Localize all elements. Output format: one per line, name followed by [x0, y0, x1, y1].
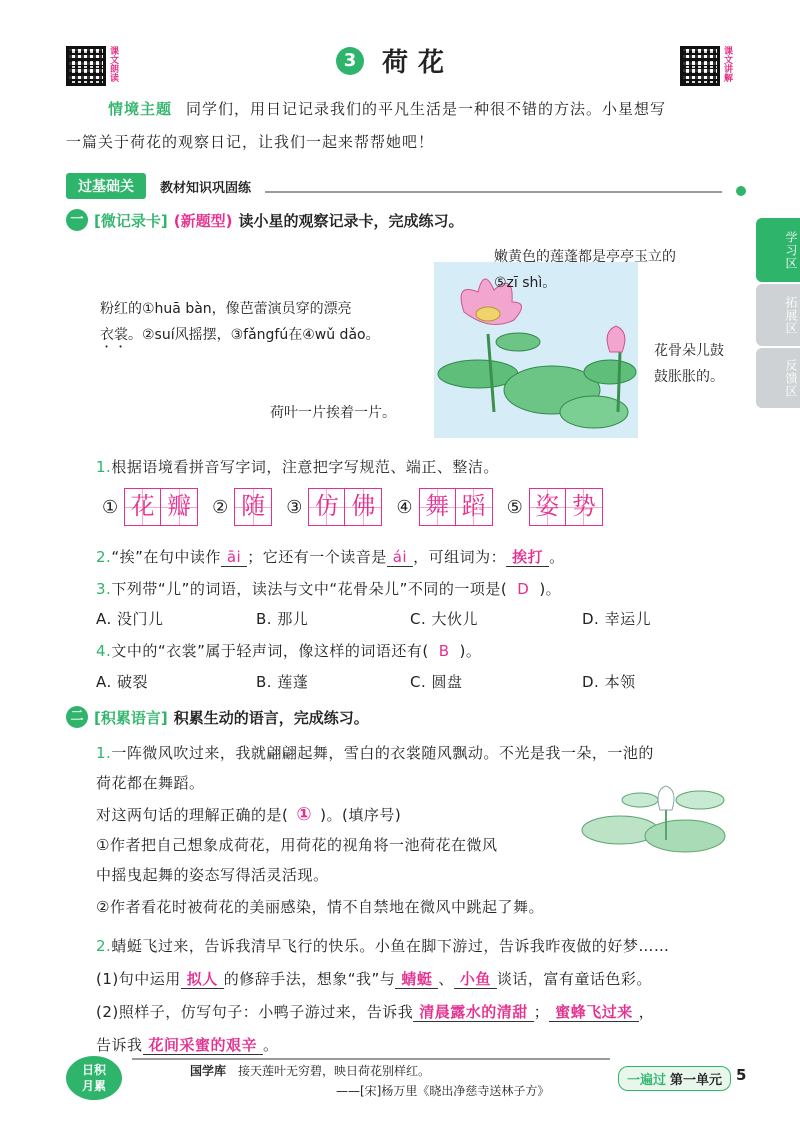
card-label-leaves: 荷叶一片挨着一片。 — [270, 405, 396, 421]
answer-blank[interactable]: 拟人 — [181, 970, 224, 989]
question-line — [96, 738, 746, 768]
answer-blank[interactable]: ái — [387, 548, 413, 567]
item-label: ① — [102, 496, 119, 518]
side-tab-expand[interactable]: 拓展区 — [756, 284, 800, 346]
intro-paragraph — [66, 93, 746, 159]
part1-new-tag: (新题型) — [173, 211, 233, 230]
char-box[interactable]: 花 — [125, 489, 161, 525]
badge-text: 日积 — [81, 1063, 106, 1077]
char-box[interactable]: 蹈 — [456, 489, 492, 525]
question-text: 、 — [438, 970, 454, 988]
option-c[interactable]: C. 大伙儿 — [410, 610, 479, 628]
question-text: (2)照样子，仿写句子：小鸭子游过来，告诉我 — [96, 1003, 414, 1021]
dotted-char: 衣 — [100, 327, 114, 343]
option-b[interactable]: B. 莲蓬 — [256, 673, 309, 691]
answer-blank[interactable]: āi — [221, 548, 247, 567]
qr-code-icon[interactable] — [680, 46, 720, 86]
question-3 — [96, 578, 561, 599]
question-2 — [96, 546, 565, 567]
answer-blank[interactable]: 蜻蜓 — [395, 970, 438, 989]
char-box[interactable]: 佛 — [345, 489, 381, 525]
part2-q1-choices — [96, 800, 576, 890]
question-text: 对这两句话的理解正确的是( — [96, 806, 289, 824]
part1-instruction: 读小星的观察记录卡，完成练习。 — [238, 211, 464, 230]
question-line — [96, 930, 756, 963]
answer-blank[interactable]: 挨打 — [506, 548, 549, 567]
char-box-group[interactable] — [124, 488, 198, 526]
question-number: 2. — [96, 548, 112, 566]
lotus-pond-illustration — [580, 770, 730, 860]
question-text: )。 — [539, 580, 562, 598]
answer-blank[interactable]: 清晨露水的清甜 — [413, 1003, 534, 1022]
writing-boxes — [102, 488, 603, 526]
char-box-group[interactable] — [419, 488, 493, 526]
section-header — [66, 173, 746, 199]
part2-question-2 — [96, 930, 756, 1062]
question-text: “挨”在句中读作 — [111, 548, 221, 566]
section-subtitle: 教材知识巩固练 — [160, 180, 252, 196]
question-text: 。 — [263, 1036, 279, 1054]
question-text: 一阵微风吹过来，我就翩翩起舞，雪白的衣裳随风飘动。不光是我一朵，一池的 — [111, 744, 654, 762]
question-number: 1. — [96, 744, 112, 762]
dotted-char: 裳 — [114, 327, 128, 343]
answer-choice[interactable]: B — [438, 642, 450, 660]
question-3-options — [96, 608, 696, 629]
qr-code-icon[interactable] — [66, 46, 106, 86]
qr-reading[interactable] — [66, 46, 118, 86]
question-number: 3. — [96, 580, 112, 598]
lesson-header — [336, 42, 454, 79]
question-text: 。 — [549, 548, 565, 566]
option-a[interactable]: A. 破裂 — [96, 673, 149, 691]
question-text: ；它还有一个读音是 — [247, 548, 387, 566]
question-text: 的修辞手法，想象“我”与 — [223, 970, 396, 988]
question-text: )。 — [459, 642, 482, 660]
card-text-line: 花骨朵儿鼓 — [654, 343, 724, 359]
question-text: )。(填序号) — [320, 806, 402, 824]
char-box[interactable]: 势 — [566, 489, 602, 525]
option-2[interactable]: ②作者看花时被荷花的美丽感染，情不自禁地在微风中跳起了舞。 — [96, 898, 544, 916]
question-text: 根据语境看拼音写字词，注意把字写规范、端正、整洁。 — [111, 458, 499, 476]
card-text-line — [100, 322, 380, 351]
brand-label: 一遍过 — [627, 1073, 667, 1088]
question-text: (1)句中运用 — [96, 970, 181, 988]
question-text: ，可组词为： — [413, 548, 507, 566]
card-label-seedpod — [494, 244, 676, 296]
char-box-group[interactable] — [234, 488, 272, 526]
option-d[interactable]: D. 本领 — [582, 673, 636, 691]
option-a[interactable]: A. 没门儿 — [96, 610, 164, 628]
question-line — [96, 963, 756, 996]
item-label: ② — [212, 496, 229, 518]
part2-title — [66, 706, 369, 728]
card-text-line: 鼓胀胀的。 — [654, 369, 724, 385]
lesson-number-badge: 3 — [336, 47, 364, 75]
char-box-group[interactable] — [308, 488, 382, 526]
section-tag: 过基础关 — [66, 173, 146, 199]
option-1[interactable]: 中摇曳起舞的姿态写得活灵活现。 — [96, 866, 329, 884]
intro-line: 同学们，用日记记录我们的平凡生活是一种很不错的方法。小星想写 — [186, 100, 667, 118]
card-text-line: 嫩黄色的莲蓬都是亭亭玉立的 — [494, 249, 676, 265]
question-text: ； — [533, 1003, 550, 1021]
question-line — [96, 996, 756, 1029]
answer-blank[interactable]: 花间采蜜的艰辛 — [143, 1036, 264, 1055]
question-number: 1. — [96, 458, 112, 476]
part1-title — [66, 209, 463, 231]
question-text: 蜻蜓飞过来，告诉我清早飞行的快乐。小鱼在脚下游过，告诉我昨夜做的好梦…… — [111, 937, 670, 955]
lotus-pond-picture — [580, 770, 730, 860]
poem-source: ——[宋]杨万里《晓出净慈寺送林子方》 — [336, 1084, 550, 1098]
question-1 — [96, 456, 499, 477]
intro-line: 一篇关于荷花的观察日记，让我们一起来帮帮她吧！ — [66, 133, 435, 151]
question-text: ， — [638, 1003, 655, 1021]
card-text: 。②suí风摇摆，③fǎngfú在④wǔ dǎo。 — [128, 327, 380, 343]
option-c[interactable]: C. 圆盘 — [410, 673, 463, 691]
card-text-line: 粉红的①huā bàn，像芭蕾演员穿的漂亮 — [100, 301, 352, 317]
option-1[interactable]: ①作者把自己想象成荷花，用荷花的视角将一池荷花在微风 — [96, 836, 498, 854]
card-text-line: ⑤zī shì。 — [494, 275, 557, 291]
answer-choice[interactable]: ① — [296, 804, 313, 825]
question-text: 谈话，富有童话色彩。 — [496, 970, 652, 988]
library-label: 国学库 — [190, 1064, 227, 1078]
flower-icon — [736, 186, 746, 196]
question-number: 4. — [96, 642, 112, 660]
part2-instruction: 积累生动的语言，完成练习。 — [173, 708, 369, 727]
unit-badge — [618, 1066, 731, 1091]
char-box[interactable]: 姿 — [530, 489, 566, 525]
part2-tag: [积累语言] — [94, 708, 168, 727]
answer-choice[interactable]: D — [517, 580, 530, 598]
card-label-petals — [100, 296, 380, 351]
item-label: ⑤ — [506, 496, 523, 518]
part1-tag: [微记录卡] — [94, 211, 168, 230]
qr-label: 课文朗读 — [108, 46, 118, 82]
question-4 — [96, 640, 481, 661]
question-4-options — [96, 671, 696, 692]
part-number-badge: 一 — [66, 209, 88, 231]
section-divider — [265, 191, 722, 193]
qr-explain[interactable] — [680, 46, 732, 86]
char-box-group[interactable] — [529, 488, 603, 526]
side-tab-feedback[interactable]: 反馈区 — [756, 348, 800, 408]
item-label: ③ — [286, 496, 303, 518]
char-box[interactable]: 瓣 — [161, 489, 197, 525]
side-tab-study[interactable]: 学习区 — [756, 218, 800, 282]
card-label-bud — [654, 338, 724, 390]
part-number-badge: 二 — [66, 706, 88, 728]
item-label: ④ — [396, 496, 413, 518]
answer-blank[interactable]: 蜜蜂飞过来 — [549, 1003, 639, 1022]
footer-poem — [190, 1062, 430, 1079]
question-text: 下列带“儿”的词语，读法与文中“花骨朵儿”不同的一项是( — [111, 580, 508, 598]
question-text: 文中的“衣裳”属于轻声词，像这样的词语还有( — [111, 642, 429, 660]
qr-label: 课文讲解 — [722, 46, 732, 82]
question-text: 告诉我 — [96, 1036, 143, 1054]
unit-label: 第一单元 — [670, 1073, 723, 1088]
char-box[interactable]: 随 — [235, 489, 271, 525]
page-number: 5 — [736, 1066, 747, 1084]
question-line — [96, 800, 576, 830]
answer-blank[interactable]: 小鱼 — [454, 970, 497, 989]
lesson-title: 荷花 — [382, 48, 455, 78]
char-box[interactable]: 舞 — [420, 489, 456, 525]
char-box[interactable]: 仿 — [309, 489, 345, 525]
question-line: 荷花都在舞蹈。 — [96, 774, 205, 792]
daily-accumulation-badge — [66, 1056, 122, 1100]
question-number: 2. — [96, 937, 112, 955]
option-b[interactable]: B. 那儿 — [256, 610, 309, 628]
badge-text: 月累 — [81, 1079, 106, 1093]
theme-tag: 情境主题 — [108, 100, 173, 118]
poem-text: 接天莲叶无穷碧，映日荷花别样红。 — [238, 1064, 431, 1078]
footer-divider — [132, 1058, 610, 1060]
option-d[interactable]: D. 幸运儿 — [582, 610, 652, 628]
